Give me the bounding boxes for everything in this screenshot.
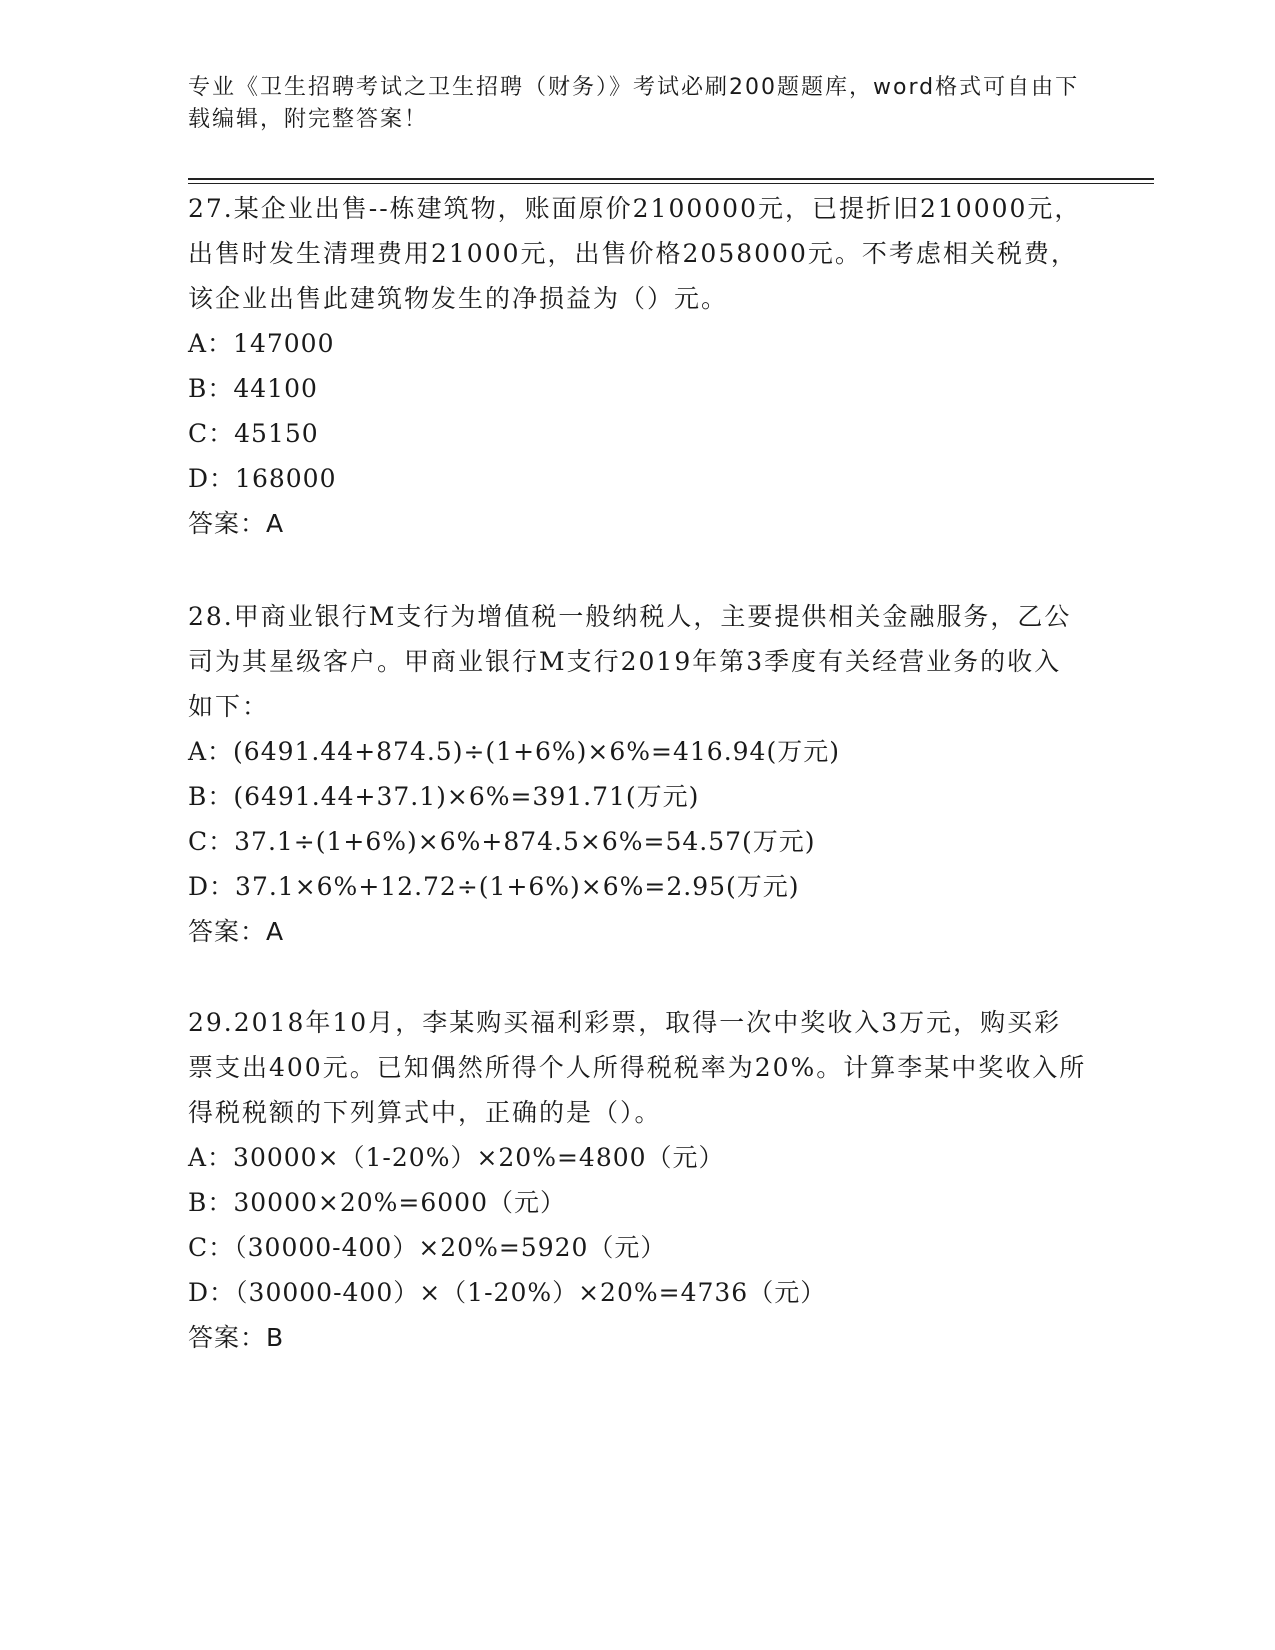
question-stem: 28.甲商业银行M支行为增值税一般纳税人，主要提供相关金融服务，乙公司为其星级客户。甲商业银行M支行2019年第3季度有关经营业务的收入如下：: [188, 602, 1072, 721]
answer: 答案：A: [188, 917, 285, 946]
question-27: [188, 186, 1088, 546]
question-stem: 27.某企业出售--栋建筑物，账面原价2100000元，已提折旧210000元，出售时发生清理费用21000元，出售价格2058000元。不考虑相关税费，该企业出售此建筑物发生的净损益为（）元。: [188, 194, 1082, 313]
option-c: C：（30000-400）×20%=5920（元）: [188, 1233, 667, 1262]
question-29: [188, 1000, 1088, 1360]
question-28: [188, 594, 1088, 954]
answer: 答案：B: [188, 1323, 285, 1352]
option-b: B：30000×20%=6000（元）: [188, 1188, 566, 1217]
option-a: A：147000: [188, 329, 335, 358]
option-a: A：(6491.44+874.5)÷(1+6%)×6%=416.94(万元): [188, 737, 840, 766]
option-a: A：30000×（1-20%）×20%=4800（元）: [188, 1143, 725, 1172]
option-d: D：168000: [188, 464, 337, 493]
header-divider: [188, 178, 1154, 184]
option-d: D：（30000-400）×（1-20%）×20%=4736（元）: [188, 1278, 827, 1307]
option-d: D：37.1×6%+12.72÷(1+6%)×6%=2.95(万元): [188, 872, 800, 901]
option-c: C：37.1÷(1+6%)×6%+874.5×6%=54.57(万元): [188, 827, 816, 856]
option-b: B：44100: [188, 374, 318, 403]
question-stem: 29.2018年10月，李某购买福利彩票，取得一次中奖收入3万元，购买彩票支出400元。已知偶然所得个人所得税税率为20%。计算李某中奖收入所得税税额的下列算式中，正确的是（）。: [188, 1008, 1087, 1127]
answer: 答案：A: [188, 509, 285, 538]
option-b: B：(6491.44+37.1)×6%=391.71(万元): [188, 782, 700, 811]
document-header: [188, 72, 1088, 136]
option-c: C：45150: [188, 419, 319, 448]
header-title: 专业《卫生招聘考试之卫生招聘（财务）》考试必刷200题题库，word格式可自由下载编辑，附完整答案！: [188, 75, 1080, 132]
